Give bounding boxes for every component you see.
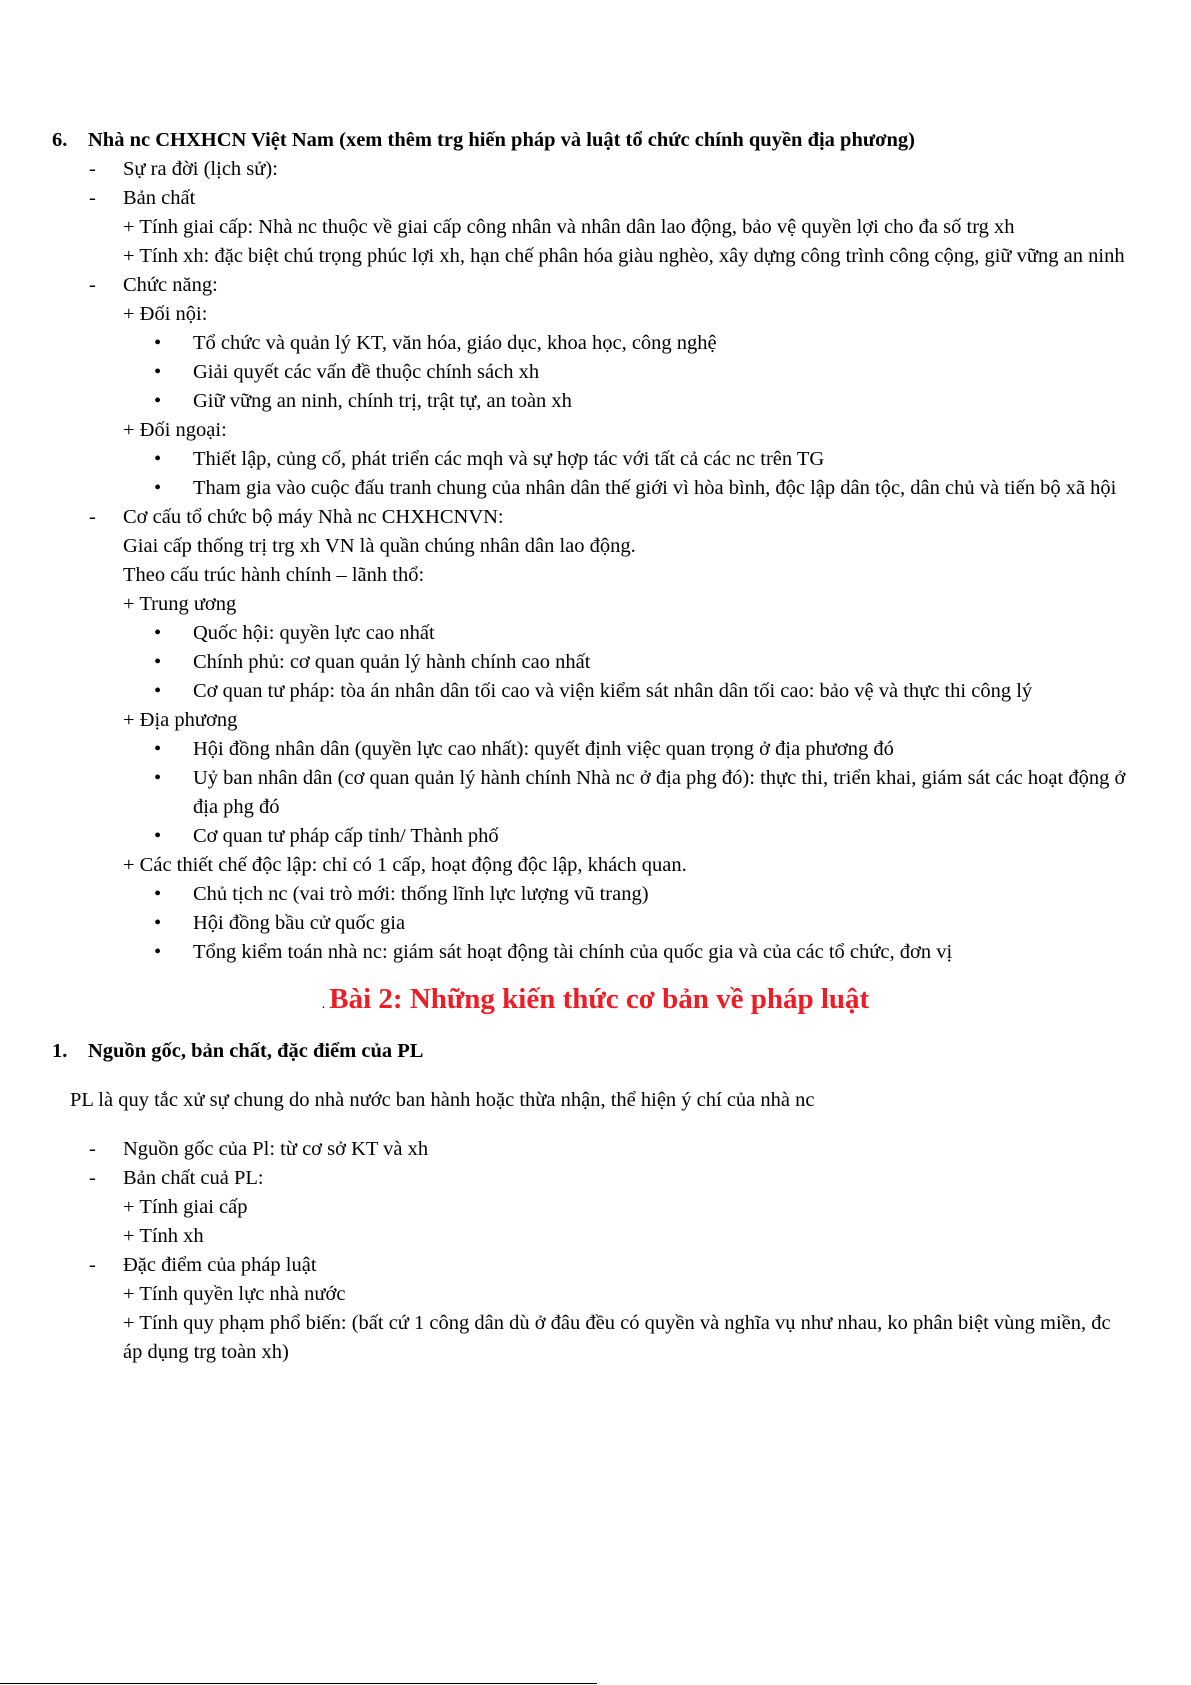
dash-marker: - [89, 1138, 96, 1160]
bullet-icon: • [154, 825, 162, 847]
sub-heading: + Trung ương [123, 593, 237, 615]
dash-item: - Đặc điểm của pháp luật [0, 1251, 1191, 1280]
list-item: • Quốc hội: quyền lực cao nhất [0, 619, 1191, 648]
lesson-title [0, 981, 1191, 1023]
section-number: 1. [52, 1040, 68, 1062]
bullet-icon: • [154, 767, 162, 789]
dash-item: - Sự ra đời (lịch sử): [0, 155, 1191, 184]
list-item: • Tham gia vào cuộc đấu tranh chung của nhân dân thế giới vì hòa bình, độc lập dân tộc, dân chủ và tiến bộ xã hội [0, 474, 1191, 503]
section-title: Nguồn gốc, bản chất, đặc điểm của PL [88, 1040, 424, 1062]
sub-heading: + Địa phương [123, 709, 238, 731]
bullet-icon: • [154, 361, 162, 383]
bullet-icon: • [154, 941, 162, 963]
list-item: • Tổng kiểm toán nhà nc: giám sát hoạt động tài chính của quốc gia và của các tổ chức, đơn vị [0, 938, 1191, 967]
section-1-heading [52, 1037, 1191, 1066]
dash-marker: - [89, 1254, 96, 1276]
bullet-icon: • [154, 622, 162, 644]
dash-marker: - [89, 274, 96, 296]
dash-item: - Nguồn gốc của Pl: từ cơ sở KT và xh [0, 1135, 1191, 1164]
document-page [0, 126, 1191, 1367]
dash-marker: - [89, 506, 96, 528]
list-item: • Uỷ ban nhân dân (cơ quan quản lý hành chính Nhà nc ở địa phg đó): thực thi, triển khai, giám sát các hoạt động ở địa phg đó [0, 764, 1191, 822]
section-number: 6. [52, 129, 68, 151]
paragraph: + Tính quyền lực nhà nước [123, 1283, 346, 1305]
list-item: • Cơ quan tư pháp: tòa án nhân dân tối cao và viện kiểm sát nhân dân tối cao: bảo vệ và thực thi công lý [0, 677, 1191, 706]
paragraph: Giai cấp thống trị trg xh VN là quần chúng nhân dân lao động. [123, 535, 636, 557]
section-title: Nhà nc CHXHCN Việt Nam (xem thêm trg hiến pháp và luật tổ chức chính quyền địa phương) [88, 129, 915, 151]
dash-item: - Bản chất [0, 184, 1191, 213]
dash-item: - Bản chất cuả PL: [0, 1164, 1191, 1193]
bullet-icon: • [154, 390, 162, 412]
bullet-icon: • [154, 912, 162, 934]
list-item: • Giải quyết các vấn đề thuộc chính sách xh [0, 358, 1191, 387]
bullet-icon: • [154, 680, 162, 702]
sub-heading: + Các thiết chế độc lập: chỉ có 1 cấp, hoạt động độc lập, khách quan. [123, 854, 687, 876]
section-6-heading [52, 126, 1191, 155]
list-item: • Cơ quan tư pháp cấp tỉnh/ Thành phố [0, 822, 1191, 851]
list-item: • Hội đồng bầu cử quốc gia [0, 909, 1191, 938]
dash-marker: - [89, 158, 96, 180]
paragraph: + Tính giai cấp: Nhà nc thuộc về giai cấp công nhân và nhân dân lao động, bảo vệ quyền lợi cho đa số trg xh [123, 216, 1015, 238]
list-item: • Chủ tịch nc (vai trò mới: thống lĩnh lực lượng vũ trang) [0, 880, 1191, 909]
list-item: • Giữ vững an ninh, chính trị, trật tự, an toàn xh [0, 387, 1191, 416]
list-item: • Chính phủ: cơ quan quản lý hành chính cao nhất [0, 648, 1191, 677]
dash-marker: - [89, 1167, 96, 1189]
bullet-icon: • [154, 332, 162, 354]
lesson-title-text: Bài 2: Những kiến thức cơ bản về pháp luật [329, 983, 870, 1015]
bullet-icon: • [154, 448, 162, 470]
paragraph: + Tính xh [123, 1225, 204, 1247]
footer-rule [0, 1683, 597, 1684]
definition-paragraph: PL là quy tắc xử sự chung do nhà nước ban hành hoặc thừa nhận, thể hiện ý chí của nhà nc [70, 1089, 815, 1111]
paragraph: + Tính quy phạm phổ biến: (bất cứ 1 công dân dù ở đâu đều có quyền và nghĩa vụ như nhau, ko phân biệt vùng miền, đc áp dụng trg toàn xh) [123, 1312, 1111, 1363]
dash-item: - Chức năng: [0, 271, 1191, 300]
paragraph: Theo cấu trúc hành chính – lãnh thổ: [123, 564, 425, 586]
bullet-icon: • [154, 651, 162, 673]
sub-heading: + Đối nội: [123, 303, 208, 325]
paragraph: + Tính xh: đặc biệt chú trọng phúc lợi xh, hạn chế phân hóa giàu nghèo, xây dựng công trình công cộng, giữ vững an ninh [123, 245, 1125, 267]
list-item: • Tổ chức và quản lý KT, văn hóa, giáo dục, khoa học, công nghệ [0, 329, 1191, 358]
dash-marker: - [89, 187, 96, 209]
bullet-icon: • [154, 477, 162, 499]
list-item: • Thiết lập, củng cố, phát triển các mqh và sự hợp tác với tất cả các nc trên TG [0, 445, 1191, 474]
bullet-icon: • [154, 738, 162, 760]
title-dot: . [321, 997, 326, 1012]
dash-item: - Cơ cấu tổ chức bộ máy Nhà nc CHXHCNVN: [0, 503, 1191, 532]
list-item: • Hội đồng nhân dân (quyền lực cao nhất): quyết định việc quan trọng ở địa phương đó [0, 735, 1191, 764]
sub-heading: + Đối ngoại: [123, 419, 227, 441]
paragraph: + Tính giai cấp [123, 1196, 248, 1218]
bullet-icon: • [154, 883, 162, 905]
